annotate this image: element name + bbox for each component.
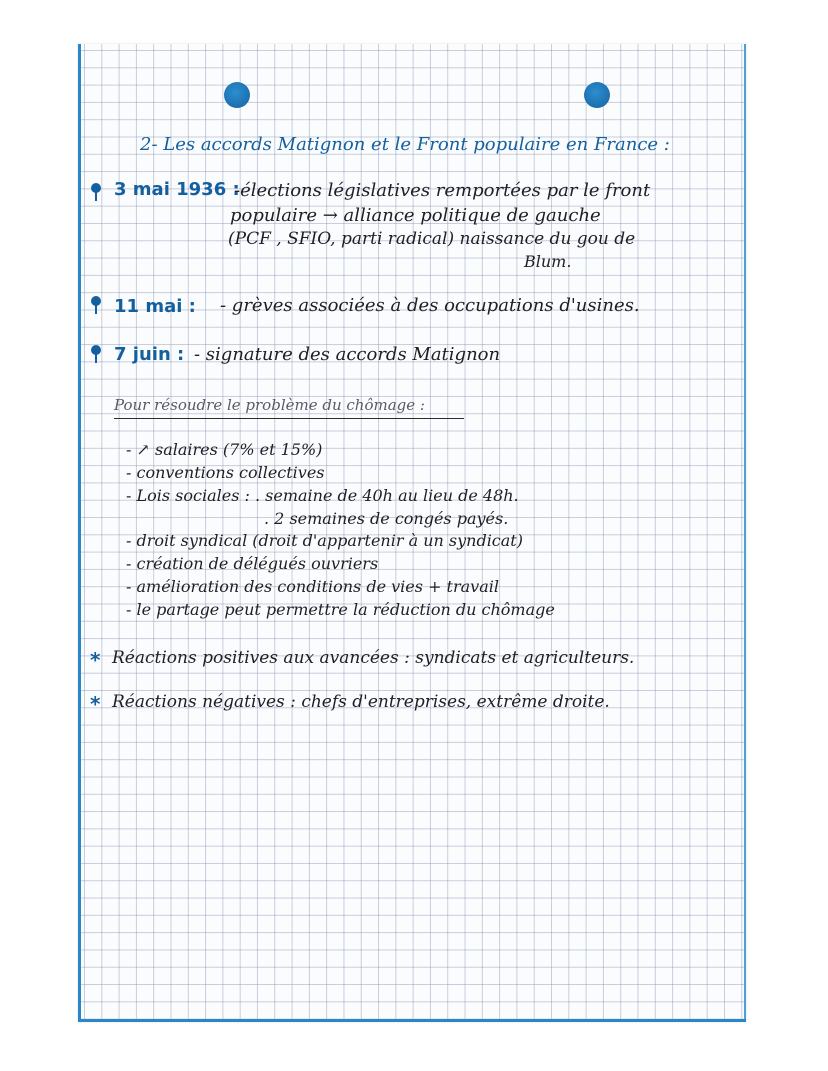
measure-item: . 2 semaines de congés payés. bbox=[264, 509, 509, 528]
measure-item: - amélioration des conditions de vies + travail bbox=[126, 577, 499, 596]
punch-hole-left bbox=[224, 82, 250, 108]
event-line: - signature des accords Matignon bbox=[194, 344, 501, 365]
event-date: 11 mai : bbox=[114, 296, 196, 317]
punch-hole-right bbox=[584, 82, 610, 108]
event-date: 3 mai 1936 : bbox=[114, 179, 240, 200]
reaction-line: Réactions négatives : chefs d'entreprises, extrême droite. bbox=[112, 692, 610, 712]
measure-item: - droit syndical (droit d'appartenir à un syndicat) bbox=[126, 531, 523, 550]
reaction-line: Réactions positives aux avancées : syndicats et agriculteurs. bbox=[112, 648, 635, 668]
notebook-page bbox=[78, 44, 746, 1022]
measure-item: - conventions collectives bbox=[126, 463, 325, 482]
event-line: (PCF , SFIO, parti radical) naissance du gou de bbox=[228, 229, 636, 249]
pin-icon bbox=[90, 182, 102, 202]
measure-item: - ↗ salaires (7% et 15%) bbox=[126, 440, 323, 459]
subheading-underline bbox=[114, 418, 464, 419]
measure-item: - le partage peut permettre la réduction du chômage bbox=[126, 600, 555, 619]
page-title: 2- Les accords Matignon et le Front populaire en France : bbox=[140, 134, 670, 155]
pin-icon bbox=[90, 344, 102, 364]
subheading: Pour résoudre le problème du chômage : bbox=[114, 396, 425, 414]
asterisk-icon: * bbox=[90, 692, 101, 716]
event-date: 7 juin : bbox=[114, 344, 185, 365]
asterisk-icon: * bbox=[90, 648, 101, 672]
measure-item: - création de délégués ouvriers bbox=[126, 554, 379, 573]
measure-item: - Lois sociales : . semaine de 40h au lieu de 48h. bbox=[126, 486, 519, 505]
pin-icon bbox=[90, 295, 102, 315]
event-line: - grèves associées à des occupations d'usines. bbox=[220, 295, 640, 316]
event-line: Blum. bbox=[524, 252, 572, 271]
event-line: populaire → alliance politique de gauche bbox=[230, 205, 601, 226]
event-line: -élections législatives remportées par le front bbox=[234, 180, 651, 201]
